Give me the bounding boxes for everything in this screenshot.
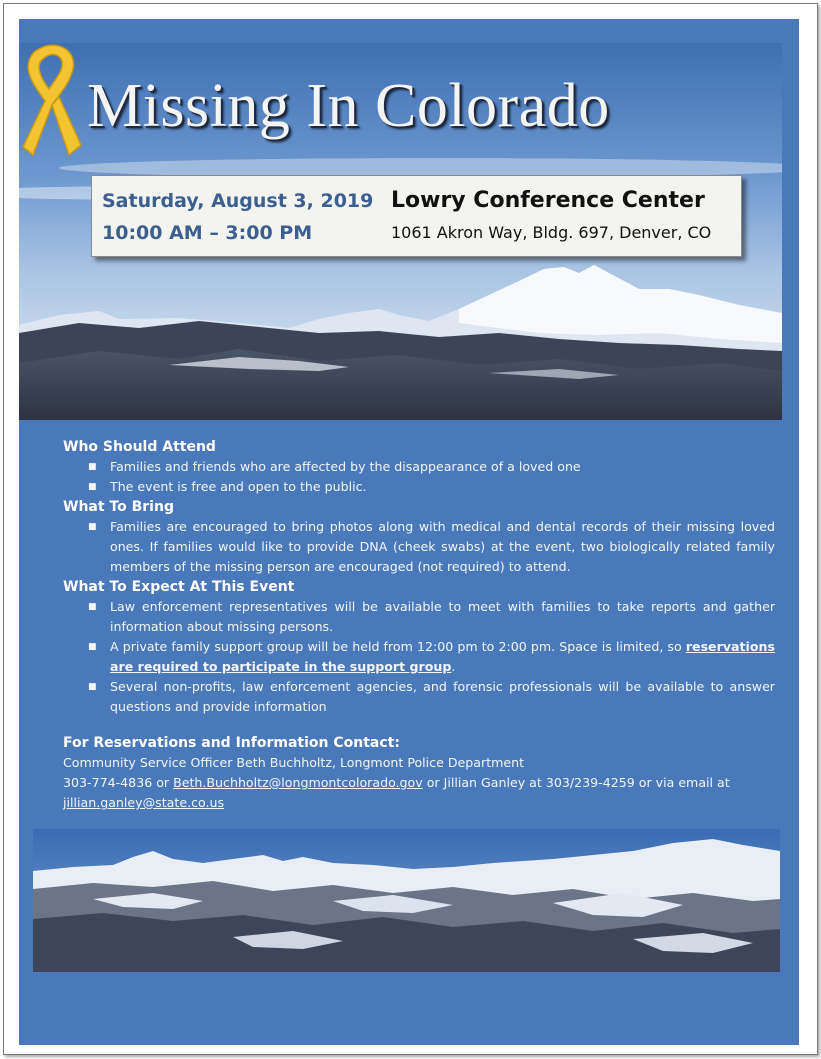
event-address: 1061 Akron Way, Bldg. 697, Denver, CO — [391, 223, 712, 242]
snowy-mountains-image — [33, 829, 780, 972]
flyer-title: Missing In Colorado — [87, 72, 610, 140]
who-list — [63, 457, 775, 497]
event-venue: Lowry Conference Center — [391, 188, 705, 213]
contact-text: Community Service Officer Beth Buchholtz, Longmont Police Department 303-774-4836 or Beth.Buchholtz@longmontcolorado.gov or Jillian Ganley at 303/239-4259 or via email at jillian.ganley@state.co.us — [63, 755, 730, 810]
expect-list — [63, 597, 775, 717]
email-link-beth[interactable]: Beth.Buchholtz@longmontcolorado.gov — [173, 775, 423, 790]
list-item: ■ A private family support group will be held from 12:00 pm to 2:00 pm. Space is limited, so reservations are required to participate in the support group. — [88, 639, 775, 674]
bring-list — [63, 517, 775, 577]
section-heading-who: Who Should Attend — [63, 439, 216, 455]
contact-heading: For Reservations and Information Contact: — [63, 735, 400, 751]
list-item: ■ Families are encouraged to bring photos along with medical and dental records of their missing loved ones. If families would like to provide DNA (cheek swabs) at the event, two biologically related family members of the missing person are encouraged (not required) to attend. — [88, 519, 775, 574]
bottom-mountain-image — [33, 829, 780, 972]
list-item: ■ Families and friends who are affected by the disappearance of a loved one — [88, 459, 581, 474]
list-item: ■ The event is free and open to the public. — [88, 479, 367, 494]
event-time: 10:00 AM – 3:00 PM — [102, 222, 313, 244]
reservation-emphasis: reservations are required to participate in the support group — [110, 639, 775, 674]
hero-image — [19, 43, 782, 420]
email-link-jillian[interactable]: jillian.ganley@state.co.us — [63, 795, 225, 810]
flyer-content — [63, 437, 775, 813]
contact-section — [63, 733, 775, 813]
section-heading-bring: What To Bring — [63, 499, 174, 515]
list-item: ■ Several non-profits, law enforcement agencies, and forensic professionals will be available to answer questions and provide information — [88, 679, 775, 714]
event-details-box — [91, 175, 742, 257]
event-date: Saturday, August 3, 2019 — [102, 190, 374, 212]
section-heading-expect: What To Expect At This Event — [63, 579, 295, 595]
yellow-ribbon-icon — [19, 43, 89, 163]
list-item: ■ Law enforcement representatives will be available to meet with families to take reports and gather information about missing persons. — [88, 599, 775, 634]
contact-officer: Community Service Officer Beth Buchholtz, Longmont Police Department — [63, 755, 525, 770]
